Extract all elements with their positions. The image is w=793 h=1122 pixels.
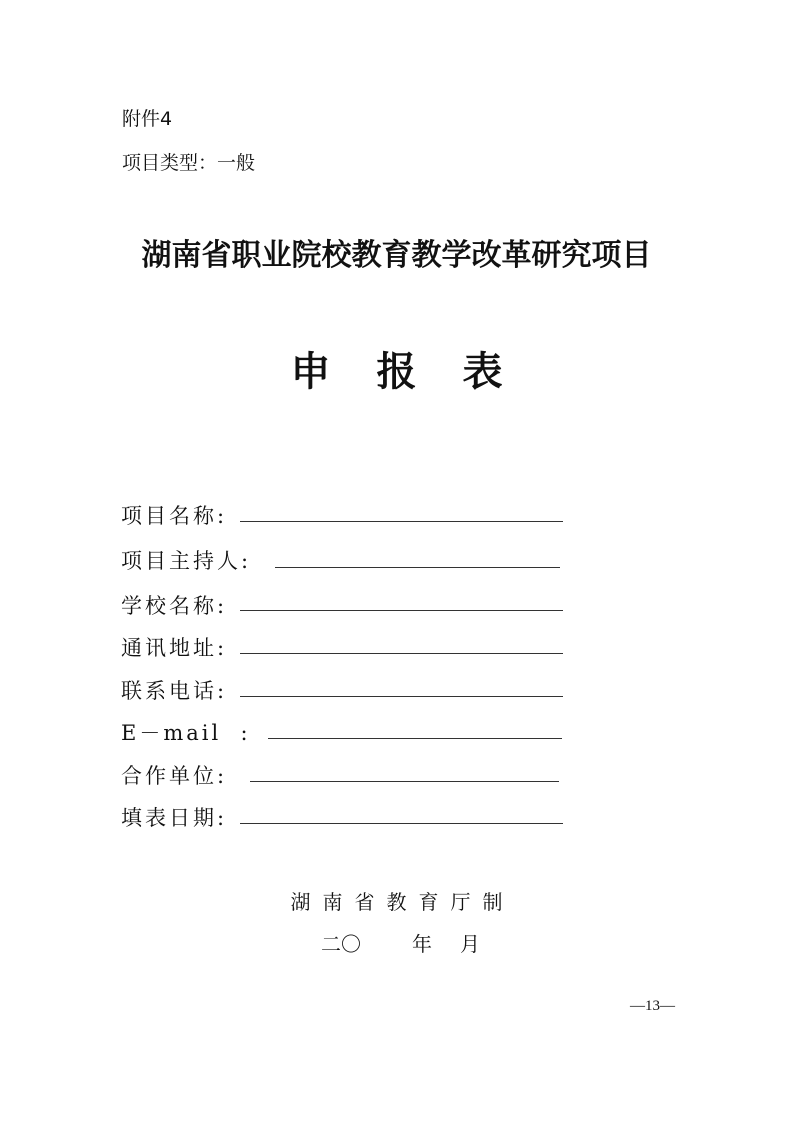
- field-label-partner: 合作单位:: [121, 764, 228, 788]
- field-line-project-leader[interactable]: [275, 567, 560, 568]
- field-label-project-leader: 项目主持人:: [121, 549, 252, 573]
- field-label-address: 通讯地址:: [121, 636, 228, 660]
- issuer-label: 湖南省教育厅制: [290, 890, 515, 914]
- month-label: 月: [460, 932, 480, 956]
- date-prefix: 二〇: [321, 932, 361, 956]
- field-line-phone[interactable]: [240, 696, 563, 697]
- form-title: 申报表: [290, 348, 549, 395]
- field-label-school-name: 学校名称:: [121, 594, 228, 618]
- field-line-project-name[interactable]: [240, 521, 563, 522]
- project-type-label: 项目类型：一般: [122, 152, 256, 174]
- page-number: —13—: [630, 998, 675, 1014]
- field-line-address[interactable]: [240, 653, 563, 654]
- field-line-email[interactable]: [268, 738, 562, 739]
- attachment-label: 附件4: [122, 108, 173, 130]
- main-title: 湖南省职业院校教育教学改革研究项目: [141, 238, 652, 273]
- field-label-project-name: 项目名称:: [121, 504, 228, 528]
- field-line-partner[interactable]: [250, 781, 559, 782]
- year-label: 年: [412, 932, 432, 956]
- field-line-school-name[interactable]: [240, 610, 563, 611]
- field-label-phone: 联系电话:: [121, 679, 228, 703]
- field-label-fill-date: 填表日期:: [121, 806, 228, 830]
- field-label-email: E－mail :: [121, 721, 251, 745]
- field-line-fill-date[interactable]: [240, 823, 563, 824]
